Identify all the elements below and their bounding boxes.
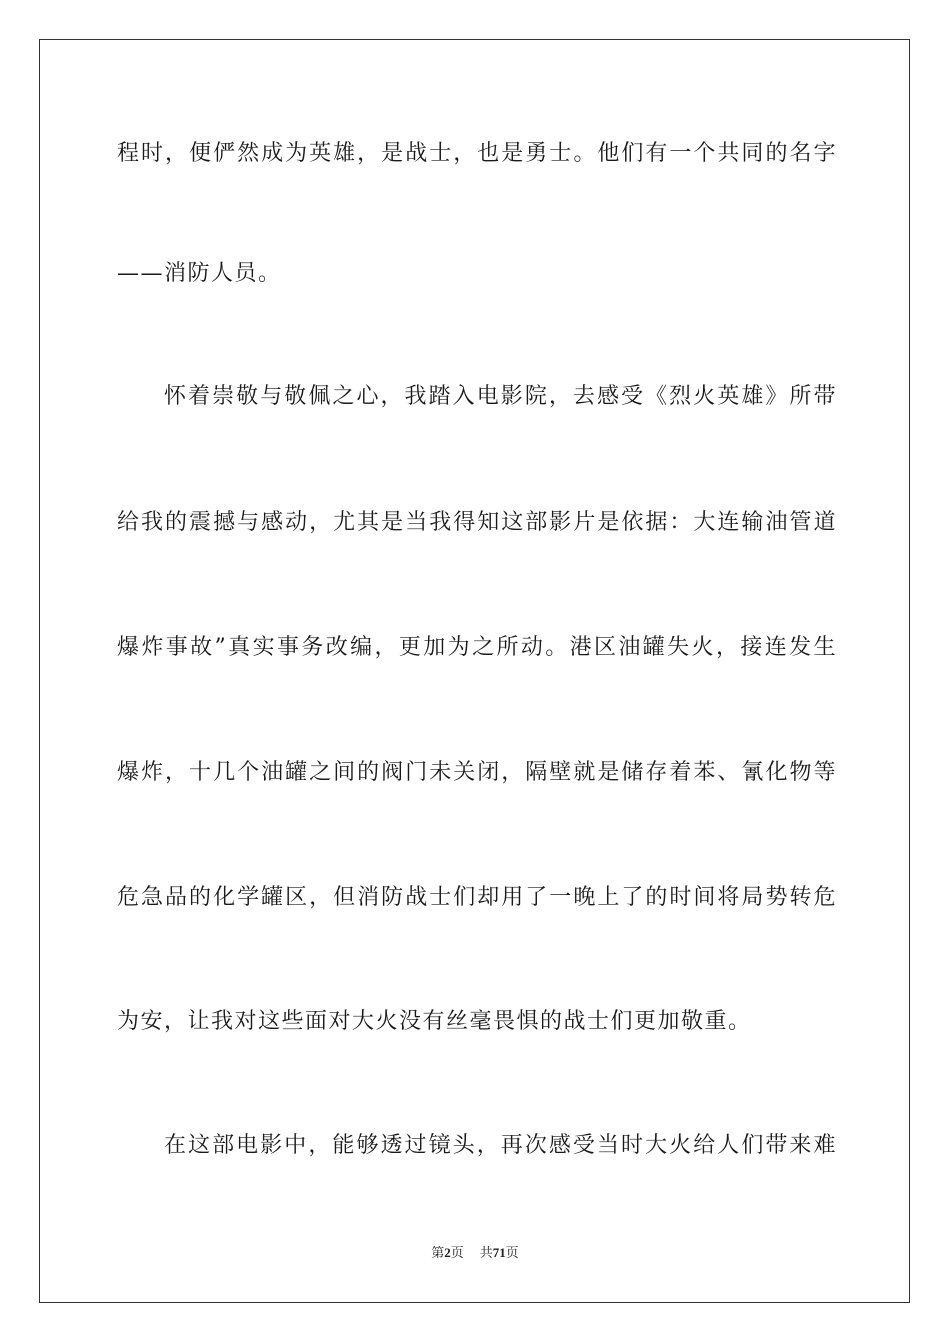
- page-border: [39, 39, 910, 1303]
- total-prefix: 共: [479, 1246, 493, 1261]
- page-footer: [0, 1245, 950, 1262]
- page-prefix: 第: [431, 1246, 445, 1261]
- paragraph-line: ——消防人员。: [117, 261, 282, 286]
- paragraph-line: 给我的震撼与感动，尤其是当我得知这部影片是依据：大连输油管道: [117, 510, 837, 535]
- paragraph-line: 危急品的化学罐区，但消防战士们却用了一晚上了的时间将局势转危: [117, 885, 837, 910]
- paragraph-line: 怀着崇敬与敬佩之心，我踏入电影院，去感受《烈火英雄》所带: [164, 384, 837, 409]
- paragraph-line: 爆炸，十几个油罐之间的阀门未关闭，隔壁就是储存着苯、氰化物等: [117, 760, 837, 785]
- total-pages-number: 71: [492, 1245, 506, 1260]
- current-page-number: 2: [444, 1245, 451, 1260]
- paragraph-line: 爆炸事故”真实事务改编，更加为之所动。港区油罐失火，接连发生: [117, 635, 837, 660]
- page-suffix: 页: [450, 1246, 464, 1261]
- paragraph-line: 为安，让我对这些面对大火没有丝毫畏惧的战士们更加敬重。: [117, 1009, 752, 1034]
- total-suffix: 页: [505, 1246, 519, 1261]
- paragraph-line: 在这部电影中，能够透过镜头，再次感受当时大火给人们带来难: [164, 1133, 837, 1158]
- paragraph-line: 程时，便俨然成为英雄，是战士，也是勇士。他们有一个共同的名字: [117, 141, 837, 166]
